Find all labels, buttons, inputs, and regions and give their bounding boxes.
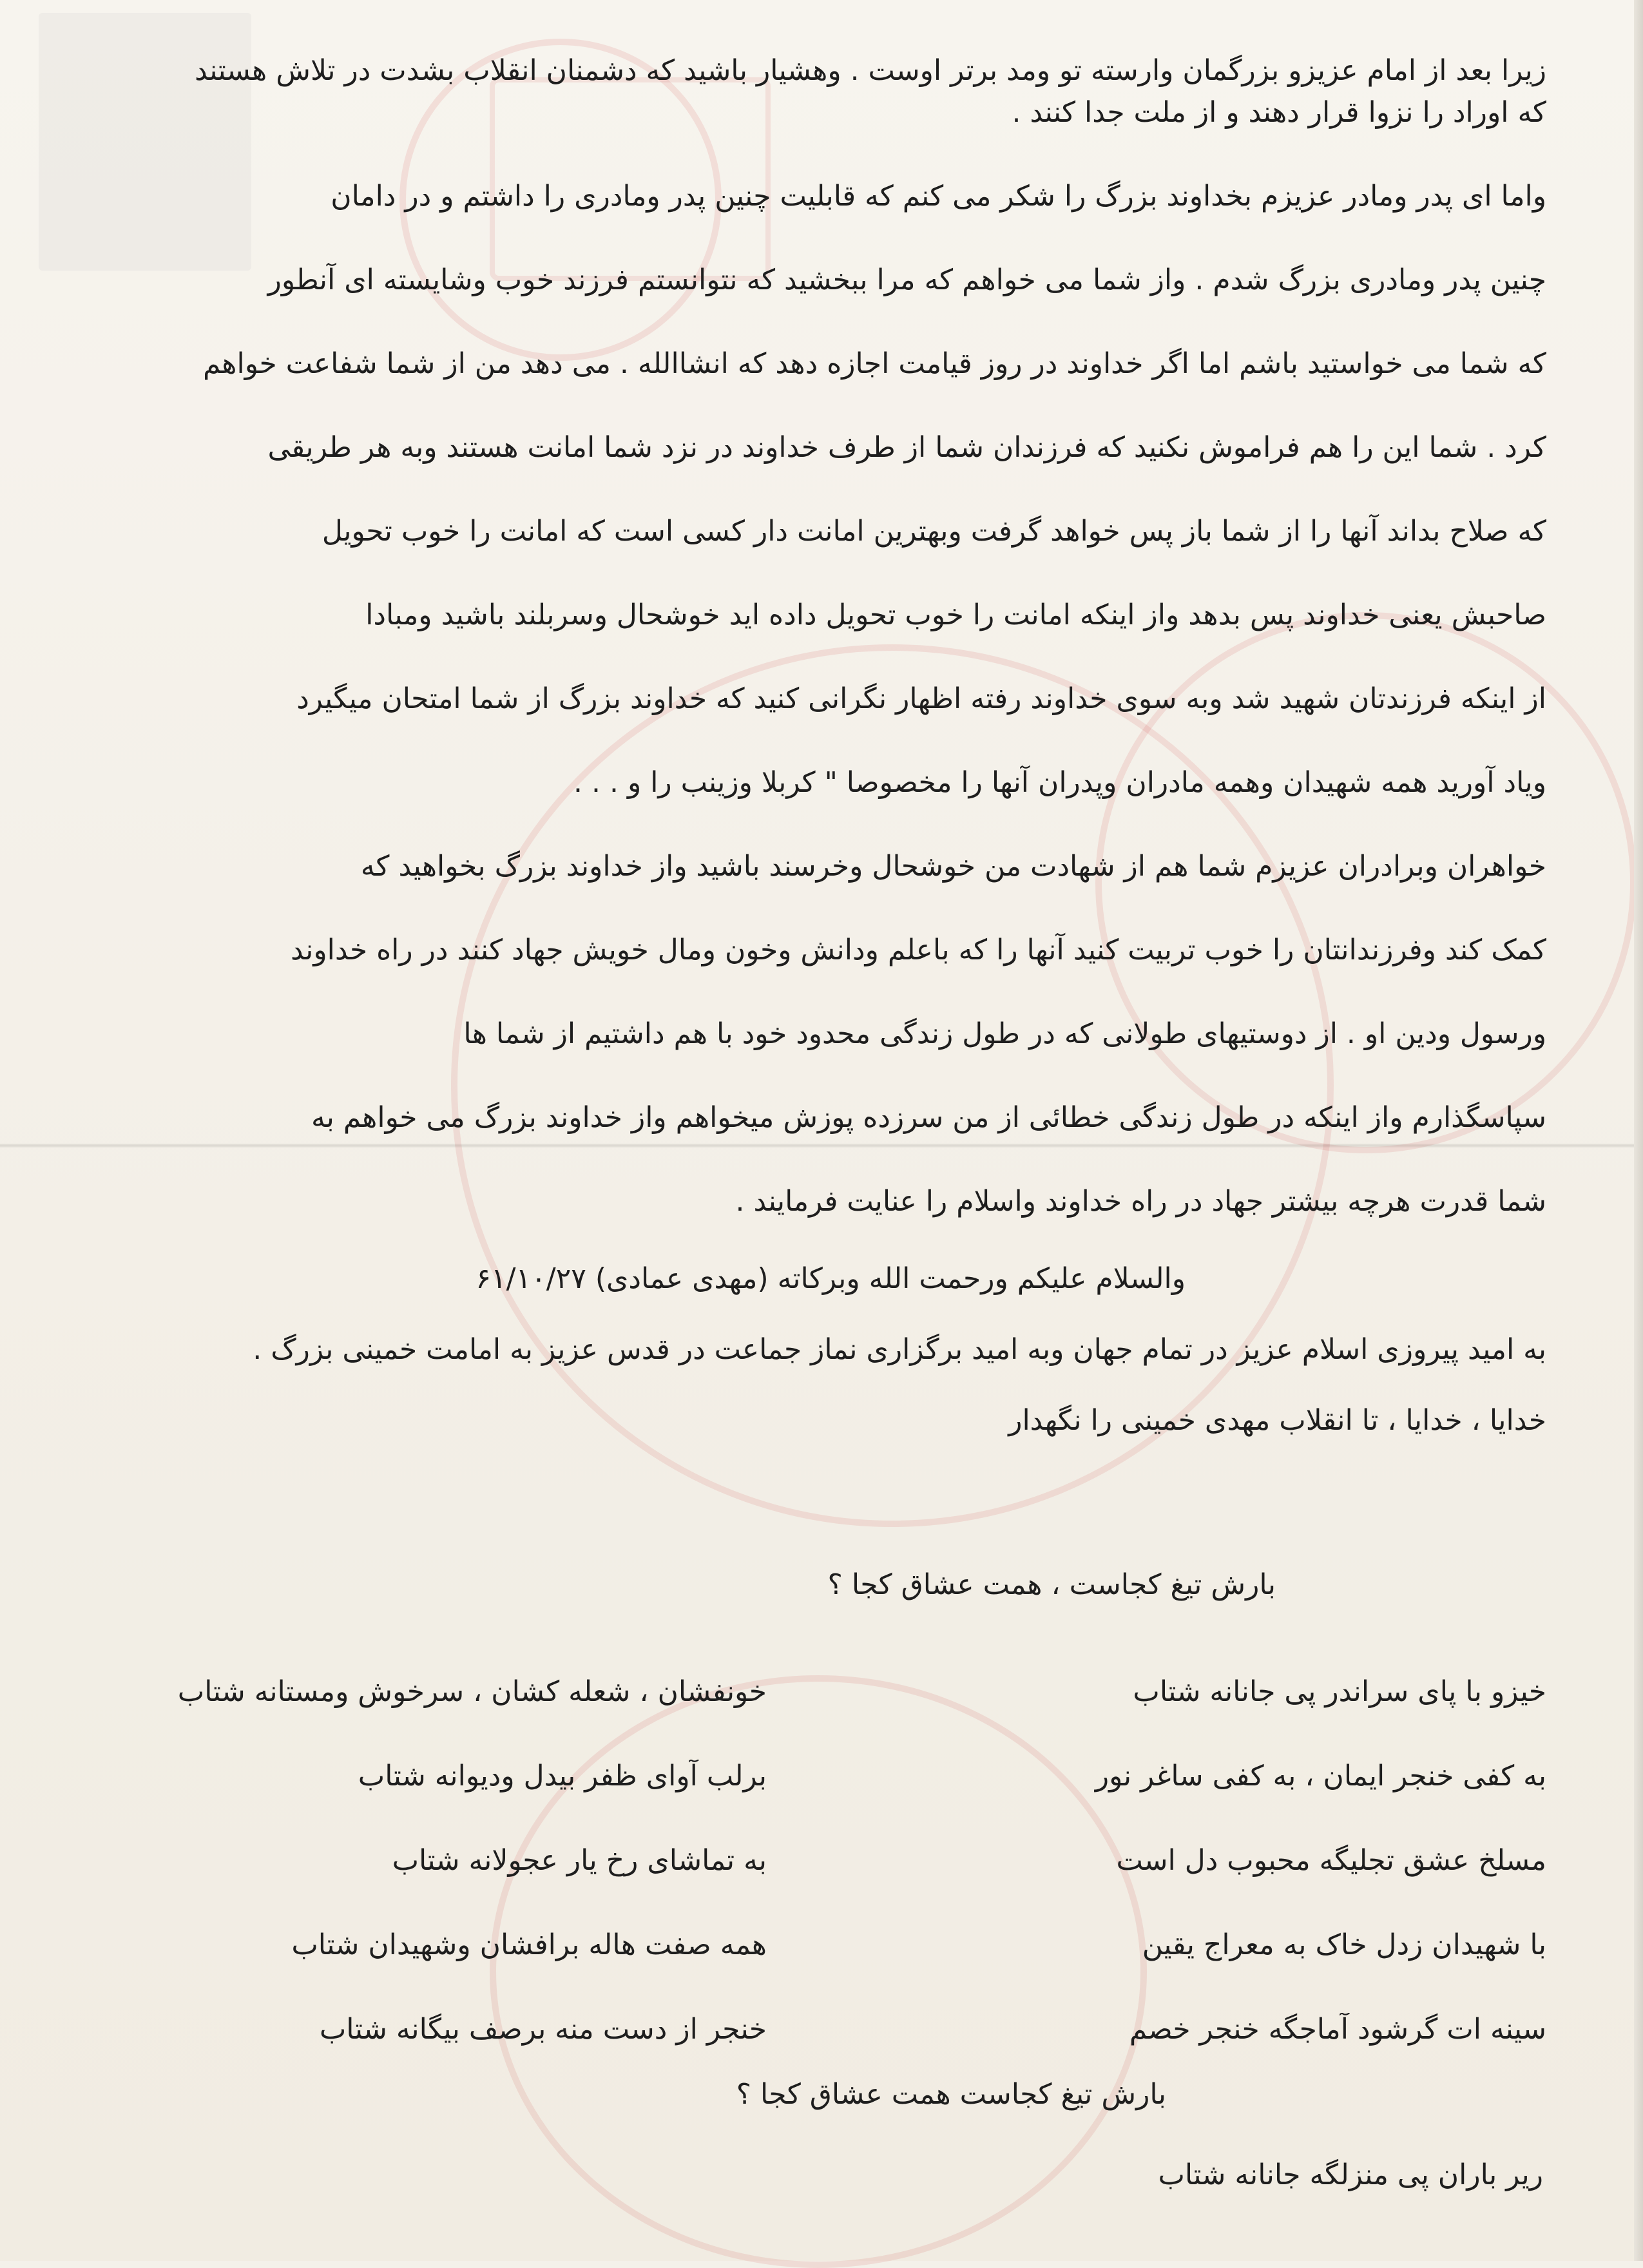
letter-line: صاحبش یعنی خداوند پس بدهد واز اینکه امانت را خوب تحویل داده اید خوشحال وسربلند باشید ومبادا xyxy=(365,599,1546,631)
letter-line: خدایا ، خدایا ، تا انقلاب مهدی خمینی را نگهدار xyxy=(1008,1404,1546,1437)
poem-verse xyxy=(97,1649,1546,1734)
letter-line: شما قدرت هرچه بیشتر جهاد در راه خداوند واسلام را عنایت فرمایند . xyxy=(735,1185,1546,1218)
verse-second-half: خنجر از دست منه برصف بیگانه شتاب xyxy=(319,2013,767,2046)
poem-heading: بارش تیغ کجاست ، همت عشاق کجا ؟ xyxy=(827,1568,1276,1601)
letter-line: سپاسگذارم واز اینکه در طول زندگی خطائی از من سرزده پوزش میخواهم واز خداوند بزرگ می خواهم به xyxy=(311,1101,1546,1134)
poem-verse xyxy=(97,1903,1546,1987)
letter-line: به امید پیروزی اسلام عزیز در تمام جهان وبه امید برگزاری نماز جماعت در قدس عزیز به امامت خمینی بزرگ . xyxy=(253,1333,1546,1366)
paper-edge xyxy=(1634,0,1643,2261)
verse-first-half: مسلخ عشق تجلیگه محبوب دل است xyxy=(1116,1844,1546,1877)
letter-line: واما ای پدر ومادر عزیزم بخداوند بزرگ را شکر می کنم که قابلیت چنین پدر ومادری را داشتم و در دامان xyxy=(331,180,1546,213)
verse-first-half: به کفی خنجر ایمان ، به کفی ساغر نور xyxy=(1095,1760,1546,1792)
poem-last-line: ریر باران پی منزلگه جانانه شتاب xyxy=(1158,2158,1543,2191)
letter-line: که صلاح بداند آنها را از شما باز پس خواهد گرفت وبهترین امانت دار کسی است که امانت را خوب تحویل xyxy=(322,515,1546,548)
poem-verse xyxy=(97,1734,1546,1818)
letter-line: از اینکه فرزندتان شهید شد وبه سوی خداوند رفته اظهار نگرانی کنید که خداوند بزرگ از شما امتحان میگیرد xyxy=(296,682,1546,715)
poem-verse xyxy=(97,1987,1546,2071)
verse-second-half: به تماشای رخ یار عجولانه شتاب xyxy=(392,1844,767,1877)
verse-second-half: همه صفت هاله برافشان وشهیدان شتاب xyxy=(291,1928,767,1961)
letter-line: که شما می خواستید باشم اما اگر خداوند در روز قیامت اجازه دهد که انشاالله . می دهد من از شما شفاعت خواهم xyxy=(203,347,1546,380)
letter-line: کرد . شما این را هم فراموش نکنید که فرزندان شما از طرف خداوند در نزد شما امانت هستند وبه هر طریقی xyxy=(267,431,1546,464)
letter-line: که اوراد را نزوا قرار دهند و از ملت جدا کنند . xyxy=(1012,96,1546,129)
letter-line: ورسول ودین او . از دوستیهای طولانی که در طول زندگی محدود خود با هم داشتیم از شما ها xyxy=(463,1017,1546,1050)
verse-first-half: با شهیدان زدل خاک به معراج یقین xyxy=(1142,1928,1546,1961)
verse-second-half: برلب آوای ظفر بیدل ودیوانه شتاب xyxy=(358,1760,767,1792)
letter-body xyxy=(58,54,1546,1456)
signature-line: والسلام علیکم ورحمت الله وبرکاته (مهدی عمادی) ۶۱/۱۰/۲۷ xyxy=(476,1262,1186,1295)
poem-verse xyxy=(97,1818,1546,1903)
poem xyxy=(97,1559,1546,2071)
verse-first-half: سینه ات گرشود آماجگه خنجر خصم xyxy=(1129,2013,1546,2046)
letter-line: زیرا بعد از امام عزیزو بزرگمان وارسته تو ومد برتر اوست . وهشیار باشید که دشمنان انقلاب بشدت در تلاش هستند xyxy=(195,54,1546,87)
letter-line: ویاد آورید همه شهیدان وهمه مادران وپدران آنها را مخصوصا " کربلا وزینب را و . . . xyxy=(573,766,1546,799)
verse-first-half: خیزو با پای سراندر پی جانانه شتاب xyxy=(1133,1675,1546,1708)
letter-line: خواهران وبرادران عزیزم شما هم از شهادت من خوشحال وخرسند باشید واز خداوند بزرگ بخواهید که xyxy=(360,850,1546,883)
poem-closing-heading: بارش تیغ کجاست همت عشاق کجا ؟ xyxy=(736,2078,1166,2111)
letter-line: کمک کند وفرزندانتان را خوب تربیت کنید آنها را که باعلم ودانش وخون ومال خویش جهاد کنند در راه خداوند xyxy=(291,934,1546,966)
verse-second-half: خونفشان ، شعله کشان ، سرخوش ومستانه شتاب xyxy=(177,1675,767,1708)
letter-line: چنین پدر ومادری بزرگ شدم . واز شما می خواهم که مرا ببخشید که نتوانستم فرزند خوب وشایسته ای آنطور xyxy=(267,264,1546,296)
